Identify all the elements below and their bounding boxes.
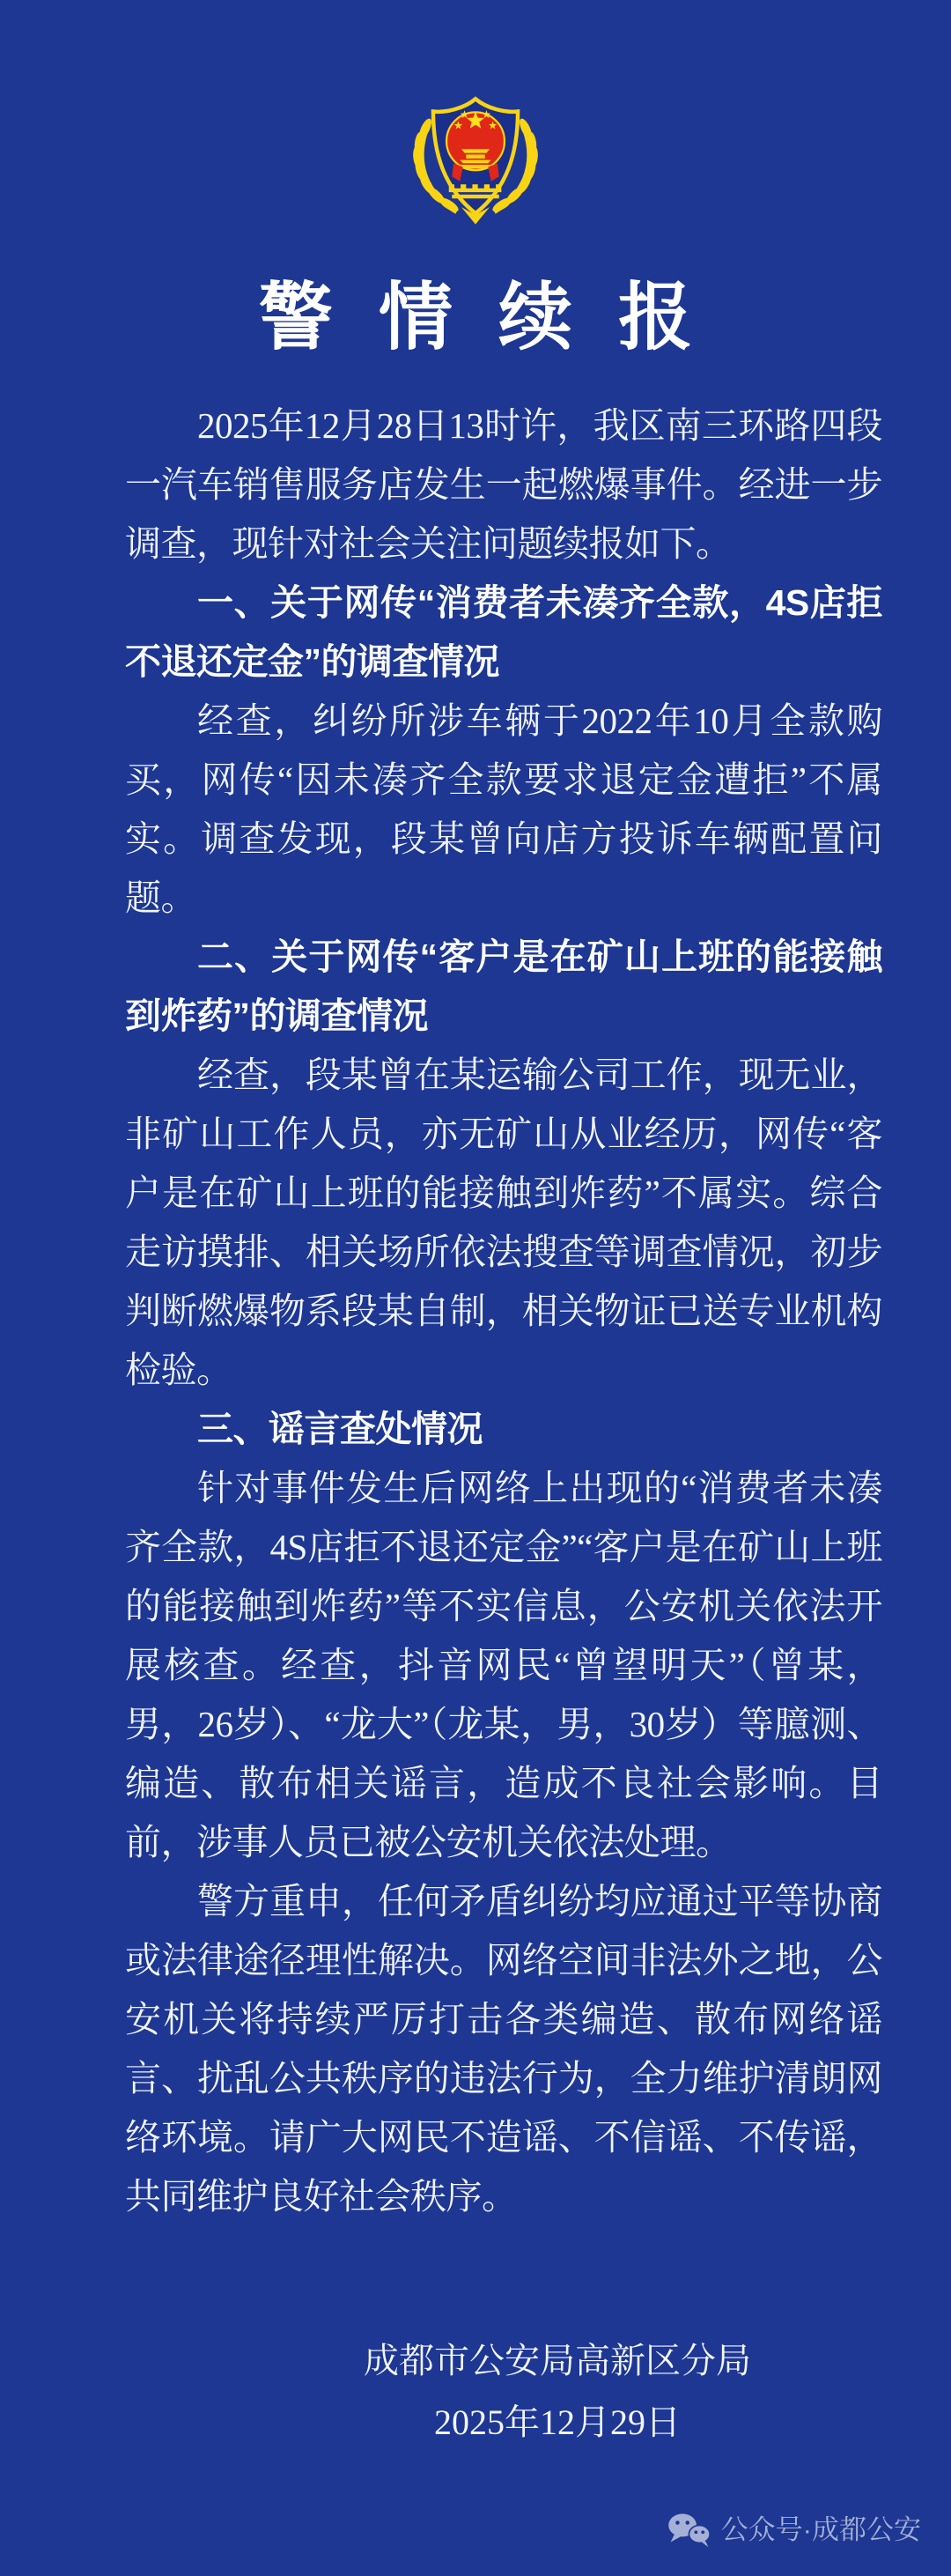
section-2-heading: 二、关于网传“客户是在矿山上班的能接触到炸药”的调查情况 bbox=[125, 936, 882, 1036]
intro-paragraph: 2025年12月28日13时许，我区南三环路四段一汽车销售服务店发生一起燃爆事件。经进一步调查，现针对社会关注问题续报如下。 bbox=[125, 405, 882, 564]
issue-date: 2025年12月29日 bbox=[434, 2402, 681, 2442]
section-1-heading: 一、关于网传“消费者未凑齐全款，4S店拒不退还定金”的调查情况 bbox=[125, 582, 882, 682]
section-3-heading: 三、谣言查处情况 bbox=[197, 1409, 483, 1449]
wechat-icon bbox=[667, 2512, 712, 2549]
notice-title: 警情续报 bbox=[258, 278, 739, 359]
signature-block bbox=[82, 2330, 951, 2454]
section-2-body: 经查，段某曾在某运输公司工作，现无业，非矿山工作人员，亦无矿山从业经历，网传“客户是在矿山上班的能接触到炸药”不属实。综合走访摸排、相关场所依法搜查等调查情况，初步判断燃爆物系段某自制，相关物证已送专业机构检验。 bbox=[125, 1055, 882, 1390]
closing-paragraph: 警方重申，任何矛盾纠纷均应通过平等协商或法律途径理性解决。网络空间非法外之地，公安机关将持续严厉打击各类编造、散布网络谣言、扰乱公共秩序的违法行为，全力维护清朗网络环境。请广大网民不造谣、不信谣、不传谣，共同维护良好社会秩序。 bbox=[125, 1881, 882, 2217]
issuing-authority: 成都市公安局高新区分局 bbox=[364, 2341, 751, 2380]
police-badge-icon bbox=[397, 83, 554, 233]
wechat-watermark bbox=[667, 2511, 921, 2550]
police-badge-emblem bbox=[397, 83, 554, 233]
notice-body bbox=[0, 396, 951, 2226]
watermark-label: 公众号·成都公安 bbox=[720, 2514, 921, 2545]
section-3-body: 针对事件发生后网络上出现的“消费者未凑齐全款，4S店拒不退还定金”“客户是在矿山上班的能接触到炸药”等不实信息，公安机关依法开展核查。经查，抖音网民“曾望明天”（曾某，男，26岁）、“龙大”（龙某，男，30岁）等臆测、编造、散布相关谣言，造成不良社会影响。目前，涉事人员已被公安机关依法处理。 bbox=[125, 1468, 882, 1862]
section-1-body: 经查，纠纷所涉车辆于2022年10月全款购买，网传“因未凑齐全款要求退定金遭拒”不属实。调查发现，段某曾向店方投诉车辆配置问题。 bbox=[125, 700, 882, 918]
